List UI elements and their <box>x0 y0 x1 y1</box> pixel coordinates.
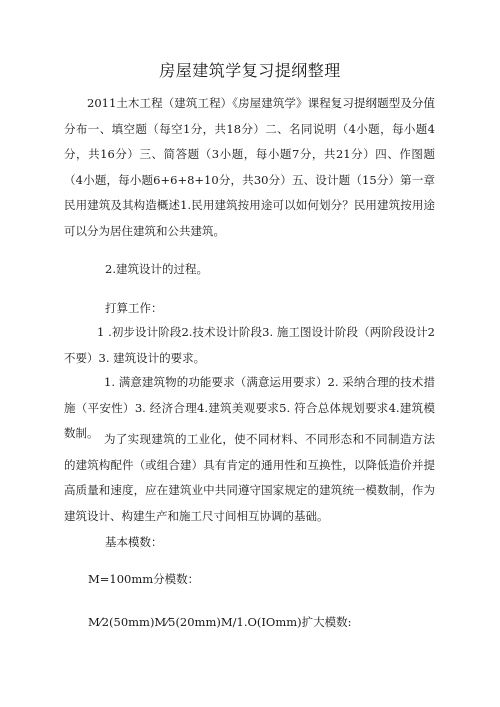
page-title: 房屋建筑学复习提纲整理 <box>159 61 341 80</box>
paragraph-sub-modulus: M⁄2(50mm)M⁄5(20mm)M/1.O(IOmm)扩大模数: <box>88 615 352 629</box>
paragraph-design-stages: 1 .初步设计阶段2.技术设计阶段3. 施工图设计阶段（两阶段设计2不要）3. 建筑设计的要求。 <box>64 325 435 365</box>
paragraph-design-requirements: 1. 满意建筑物的功能要求（满意运用要求）2. 采纳合理的技术措施（平安性）3. 经济合理4.建筑美观要求5. 符合总体规划要求4.建筑模数制。 <box>64 375 435 440</box>
paragraph-exam-overview: 2011土木工程（建筑工程）《房屋建筑学》课程复习提纲题型及分值分布一、填空题（每空1分，共18分）二、名同说明（4小题，每小题4分，共16分）三、简答题（3小题，每小题7分，共21分）四、作图题（4小题，每小题6+6+8+10分，共30分）五、设计题（15分）第一章民用建筑及其构造概述1.民用建筑按用途可以如何划分？民用建筑按用途可以分为居住建筑和公共建筑。 <box>64 96 435 238</box>
paragraph-design-process: 2.建筑设计的过程。 <box>105 262 208 276</box>
paragraph-m-value: M=100mm分模数： <box>88 572 200 586</box>
paragraph-basic-modulus: 基本模数： <box>105 535 163 549</box>
paragraph-preparation: 打算工作： <box>105 301 163 315</box>
paragraph-modulus-explanation: 为了实现建筑的工业化，使不同材料、不同形态和不同制造方法的建筑构配件（或组合建）具有肯定的通用性和互换性，以降低造价并提高质量和速度，应在建筑业中共同遵守国家规定的建筑统一模数制，作为建筑设计、构建生产和施工尺寸间相互协调的基础。 <box>64 432 435 523</box>
